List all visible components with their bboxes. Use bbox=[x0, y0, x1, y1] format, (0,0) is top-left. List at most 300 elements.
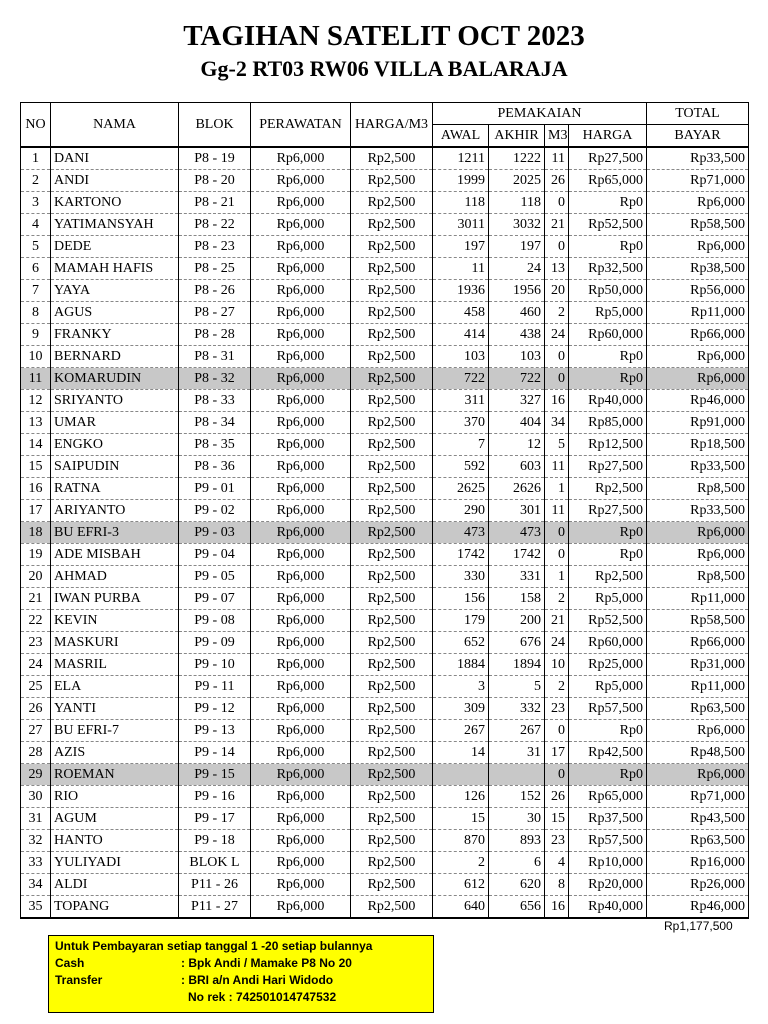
cell-blok: P9 - 10 bbox=[179, 654, 251, 676]
table-row bbox=[21, 522, 749, 544]
cell-nama: AGUM bbox=[51, 808, 179, 830]
cell-blok: P8 - 27 bbox=[179, 302, 251, 324]
cell-nama: ALDI bbox=[51, 874, 179, 896]
cell-awal: 197 bbox=[433, 236, 489, 258]
cell-harga: Rp25,000 bbox=[569, 654, 647, 676]
cell-total: Rp6,000 bbox=[647, 522, 749, 544]
cell-akhir: 30 bbox=[489, 808, 545, 830]
cell-harga: Rp52,500 bbox=[569, 610, 647, 632]
cell-total: Rp58,500 bbox=[647, 610, 749, 632]
cell-awal: 640 bbox=[433, 896, 489, 919]
cell-blok: P9 - 02 bbox=[179, 500, 251, 522]
transfer-label: Transfer bbox=[55, 973, 103, 987]
cell-total: Rp43,500 bbox=[647, 808, 749, 830]
table-row bbox=[21, 808, 749, 830]
cell-perawatan: Rp6,000 bbox=[251, 874, 351, 896]
cell-awal: 290 bbox=[433, 500, 489, 522]
cell-awal: 1742 bbox=[433, 544, 489, 566]
cell-harga: Rp57,500 bbox=[569, 830, 647, 852]
cell-akhir: 603 bbox=[489, 456, 545, 478]
cell-total: Rp6,000 bbox=[647, 544, 749, 566]
cell-akhir: 152 bbox=[489, 786, 545, 808]
cell-m3: 0 bbox=[545, 764, 569, 786]
cell-akhir bbox=[489, 764, 545, 786]
cell-nama: ROEMAN bbox=[51, 764, 179, 786]
header-blok: BLOK bbox=[179, 103, 251, 148]
payment-note bbox=[48, 935, 434, 1013]
cell-m3: 2 bbox=[545, 588, 569, 610]
header-harga-m3: HARGA/M3 bbox=[351, 103, 433, 148]
cell-total: Rp31,000 bbox=[647, 654, 749, 676]
cell-nama: HANTO bbox=[51, 830, 179, 852]
cell-harga-m3: Rp2,500 bbox=[351, 390, 433, 412]
cell-m3: 23 bbox=[545, 698, 569, 720]
cell-blok: P8 - 25 bbox=[179, 258, 251, 280]
cell-m3: 0 bbox=[545, 720, 569, 742]
table-row bbox=[21, 720, 749, 742]
cell-harga: Rp85,000 bbox=[569, 412, 647, 434]
cell-harga-m3: Rp2,500 bbox=[351, 346, 433, 368]
page-title: TAGIHAN SATELIT OCT 2023 bbox=[183, 20, 585, 52]
cell-no: 20 bbox=[21, 566, 51, 588]
cell-total: Rp33,500 bbox=[647, 500, 749, 522]
cell-blok: P9 - 03 bbox=[179, 522, 251, 544]
cell-perawatan: Rp6,000 bbox=[251, 588, 351, 610]
cell-perawatan: Rp6,000 bbox=[251, 434, 351, 456]
table-row bbox=[21, 456, 749, 478]
cell-harga: Rp60,000 bbox=[569, 632, 647, 654]
cell-awal: 722 bbox=[433, 368, 489, 390]
cell-nama: YATIMANSYAH bbox=[51, 214, 179, 236]
cell-perawatan: Rp6,000 bbox=[251, 390, 351, 412]
cell-harga-m3: Rp2,500 bbox=[351, 170, 433, 192]
cell-perawatan: Rp6,000 bbox=[251, 192, 351, 214]
cell-no: 7 bbox=[21, 280, 51, 302]
header-awal: AWAL bbox=[433, 125, 489, 148]
table-row bbox=[21, 280, 749, 302]
header-nama: NAMA bbox=[51, 103, 179, 148]
table-row bbox=[21, 147, 749, 170]
cell-total: Rp18,500 bbox=[647, 434, 749, 456]
cell-akhir: 200 bbox=[489, 610, 545, 632]
cell-m3: 26 bbox=[545, 170, 569, 192]
cell-nama: ENGKO bbox=[51, 434, 179, 456]
cell-awal: 652 bbox=[433, 632, 489, 654]
cell-nama: UMAR bbox=[51, 412, 179, 434]
cell-m3: 0 bbox=[545, 192, 569, 214]
cell-blok: P8 - 21 bbox=[179, 192, 251, 214]
cell-m3: 2 bbox=[545, 302, 569, 324]
cell-perawatan: Rp6,000 bbox=[251, 544, 351, 566]
cell-total: Rp33,500 bbox=[647, 456, 749, 478]
cell-nama: AGUS bbox=[51, 302, 179, 324]
cell-harga: Rp27,500 bbox=[569, 500, 647, 522]
cell-blok: P9 - 13 bbox=[179, 720, 251, 742]
cell-perawatan: Rp6,000 bbox=[251, 478, 351, 500]
table-row bbox=[21, 368, 749, 390]
cell-awal: 870 bbox=[433, 830, 489, 852]
cell-nama: AZIS bbox=[51, 742, 179, 764]
cell-awal: 311 bbox=[433, 390, 489, 412]
cell-harga: Rp65,000 bbox=[569, 786, 647, 808]
cell-no: 11 bbox=[21, 368, 51, 390]
cell-nama: MAMAH HAFIS bbox=[51, 258, 179, 280]
cell-harga: Rp57,500 bbox=[569, 698, 647, 720]
cell-total: Rp63,500 bbox=[647, 830, 749, 852]
cell-awal: 103 bbox=[433, 346, 489, 368]
cell-harga-m3: Rp2,500 bbox=[351, 742, 433, 764]
cell-perawatan: Rp6,000 bbox=[251, 808, 351, 830]
cell-harga: Rp42,500 bbox=[569, 742, 647, 764]
cell-total: Rp6,000 bbox=[647, 236, 749, 258]
cell-perawatan: Rp6,000 bbox=[251, 654, 351, 676]
cell-total: Rp11,000 bbox=[647, 588, 749, 610]
cell-perawatan: Rp6,000 bbox=[251, 456, 351, 478]
cell-harga-m3: Rp2,500 bbox=[351, 214, 433, 236]
header-pemakaian: PEMAKAIAN bbox=[433, 103, 647, 125]
cell-blok: P8 - 35 bbox=[179, 434, 251, 456]
cell-no: 25 bbox=[21, 676, 51, 698]
cell-akhir: 6 bbox=[489, 852, 545, 874]
cell-harga: Rp27,500 bbox=[569, 456, 647, 478]
table-row bbox=[21, 896, 749, 919]
cell-harga: Rp32,500 bbox=[569, 258, 647, 280]
cell-harga: Rp5,000 bbox=[569, 676, 647, 698]
cell-harga: Rp50,000 bbox=[569, 280, 647, 302]
table-row bbox=[21, 434, 749, 456]
cell-total: Rp46,000 bbox=[647, 390, 749, 412]
cell-perawatan: Rp6,000 bbox=[251, 742, 351, 764]
cell-blok: P9 - 11 bbox=[179, 676, 251, 698]
cell-perawatan: Rp6,000 bbox=[251, 852, 351, 874]
cell-total: Rp6,000 bbox=[647, 764, 749, 786]
cell-akhir: 438 bbox=[489, 324, 545, 346]
cell-no: 1 bbox=[21, 147, 51, 170]
cell-harga-m3: Rp2,500 bbox=[351, 522, 433, 544]
cell-total: Rp8,500 bbox=[647, 478, 749, 500]
cell-harga: Rp20,000 bbox=[569, 874, 647, 896]
table-header bbox=[21, 103, 749, 148]
cell-perawatan: Rp6,000 bbox=[251, 170, 351, 192]
cell-m3: 0 bbox=[545, 346, 569, 368]
cell-harga-m3: Rp2,500 bbox=[351, 368, 433, 390]
cell-harga: Rp0 bbox=[569, 522, 647, 544]
cell-awal: 15 bbox=[433, 808, 489, 830]
cell-total: Rp33,500 bbox=[647, 147, 749, 170]
cell-awal: 612 bbox=[433, 874, 489, 896]
cell-no: 27 bbox=[21, 720, 51, 742]
cell-blok: P8 - 26 bbox=[179, 280, 251, 302]
cell-harga-m3: Rp2,500 bbox=[351, 258, 433, 280]
cell-harga-m3: Rp2,500 bbox=[351, 412, 433, 434]
cell-harga: Rp2,500 bbox=[569, 478, 647, 500]
cell-harga: Rp27,500 bbox=[569, 147, 647, 170]
cell-awal: 7 bbox=[433, 434, 489, 456]
cell-m3: 11 bbox=[545, 500, 569, 522]
cell-nama: KEVIN bbox=[51, 610, 179, 632]
cell-harga-m3: Rp2,500 bbox=[351, 896, 433, 919]
cell-m3: 16 bbox=[545, 390, 569, 412]
cell-total: Rp11,000 bbox=[647, 302, 749, 324]
cell-blok: P9 - 09 bbox=[179, 632, 251, 654]
cell-nama: RATNA bbox=[51, 478, 179, 500]
cell-akhir: 1894 bbox=[489, 654, 545, 676]
cell-blok: P8 - 19 bbox=[179, 147, 251, 170]
cell-awal: 3011 bbox=[433, 214, 489, 236]
cell-harga: Rp40,000 bbox=[569, 390, 647, 412]
cell-akhir: 158 bbox=[489, 588, 545, 610]
cell-blok: P9 - 16 bbox=[179, 786, 251, 808]
header-harga: HARGA bbox=[569, 125, 647, 148]
cell-akhir: 103 bbox=[489, 346, 545, 368]
cell-harga-m3: Rp2,500 bbox=[351, 610, 433, 632]
cell-harga-m3: Rp2,500 bbox=[351, 808, 433, 830]
cell-harga-m3: Rp2,500 bbox=[351, 566, 433, 588]
cell-harga-m3: Rp2,500 bbox=[351, 786, 433, 808]
cell-perawatan: Rp6,000 bbox=[251, 698, 351, 720]
cell-awal: 370 bbox=[433, 412, 489, 434]
cell-perawatan: Rp6,000 bbox=[251, 632, 351, 654]
cell-nama: KARTONO bbox=[51, 192, 179, 214]
cell-blok: P11 - 26 bbox=[179, 874, 251, 896]
cell-harga-m3: Rp2,500 bbox=[351, 236, 433, 258]
payment-schedule: Untuk Pembayaran setiap tanggal 1 -20 setiap bulannya bbox=[55, 939, 373, 953]
cell-blok: P8 - 36 bbox=[179, 456, 251, 478]
cell-nama: SAIPUDIN bbox=[51, 456, 179, 478]
cell-perawatan: Rp6,000 bbox=[251, 147, 351, 170]
cell-no: 15 bbox=[21, 456, 51, 478]
cell-harga-m3: Rp2,500 bbox=[351, 632, 433, 654]
cell-nama: TOPANG bbox=[51, 896, 179, 919]
cell-nama: AHMAD bbox=[51, 566, 179, 588]
cell-no: 17 bbox=[21, 500, 51, 522]
cell-m3: 21 bbox=[545, 214, 569, 236]
cell-no: 33 bbox=[21, 852, 51, 874]
transfer-value: : BRI a/n Andi Hari Widodo bbox=[181, 973, 334, 987]
cell-harga: Rp0 bbox=[569, 346, 647, 368]
cell-no: 6 bbox=[21, 258, 51, 280]
cell-awal: 179 bbox=[433, 610, 489, 632]
cell-awal: 2 bbox=[433, 852, 489, 874]
cell-akhir: 2626 bbox=[489, 478, 545, 500]
cell-awal: 1884 bbox=[433, 654, 489, 676]
cell-nama: BU EFRI-3 bbox=[51, 522, 179, 544]
cell-akhir: 460 bbox=[489, 302, 545, 324]
cell-nama: DEDE bbox=[51, 236, 179, 258]
cell-akhir: 473 bbox=[489, 522, 545, 544]
cell-awal: 14 bbox=[433, 742, 489, 764]
cell-harga-m3: Rp2,500 bbox=[351, 544, 433, 566]
header-m3: M3 bbox=[545, 125, 569, 148]
table-row bbox=[21, 346, 749, 368]
cell-blok: P8 - 31 bbox=[179, 346, 251, 368]
cell-m3: 13 bbox=[545, 258, 569, 280]
cell-perawatan: Rp6,000 bbox=[251, 346, 351, 368]
cell-no: 5 bbox=[21, 236, 51, 258]
cell-total: Rp6,000 bbox=[647, 346, 749, 368]
cell-m3: 24 bbox=[545, 324, 569, 346]
cell-harga-m3: Rp2,500 bbox=[351, 676, 433, 698]
table-row bbox=[21, 192, 749, 214]
cell-m3: 1 bbox=[545, 478, 569, 500]
cell-akhir: 12 bbox=[489, 434, 545, 456]
cell-akhir: 676 bbox=[489, 632, 545, 654]
cell-m3: 0 bbox=[545, 236, 569, 258]
table-row bbox=[21, 566, 749, 588]
cell-nama: SRIYANTO bbox=[51, 390, 179, 412]
cell-harga-m3: Rp2,500 bbox=[351, 654, 433, 676]
cell-blok: P9 - 14 bbox=[179, 742, 251, 764]
cell-m3: 11 bbox=[545, 147, 569, 170]
cell-akhir: 722 bbox=[489, 368, 545, 390]
cell-awal: 458 bbox=[433, 302, 489, 324]
cell-blok: P9 - 07 bbox=[179, 588, 251, 610]
table-row bbox=[21, 852, 749, 874]
cell-harga-m3: Rp2,500 bbox=[351, 324, 433, 346]
cell-blok: P9 - 01 bbox=[179, 478, 251, 500]
cell-blok: P9 - 17 bbox=[179, 808, 251, 830]
table-row bbox=[21, 478, 749, 500]
cell-no: 8 bbox=[21, 302, 51, 324]
table-row bbox=[21, 500, 749, 522]
cell-blok: BLOK L bbox=[179, 852, 251, 874]
cell-total: Rp63,500 bbox=[647, 698, 749, 720]
header-total: TOTAL bbox=[647, 103, 749, 125]
cell-perawatan: Rp6,000 bbox=[251, 258, 351, 280]
cell-harga: Rp0 bbox=[569, 236, 647, 258]
cell-m3: 11 bbox=[545, 456, 569, 478]
cell-total: Rp6,000 bbox=[647, 192, 749, 214]
table-row bbox=[21, 786, 749, 808]
cell-m3: 26 bbox=[545, 786, 569, 808]
cell-no: 30 bbox=[21, 786, 51, 808]
cell-perawatan: Rp6,000 bbox=[251, 214, 351, 236]
cell-akhir: 267 bbox=[489, 720, 545, 742]
cell-perawatan: Rp6,000 bbox=[251, 280, 351, 302]
cell-harga: Rp52,500 bbox=[569, 214, 647, 236]
cell-nama: FRANKY bbox=[51, 324, 179, 346]
cell-akhir: 2025 bbox=[489, 170, 545, 192]
cell-harga: Rp0 bbox=[569, 764, 647, 786]
cell-akhir: 332 bbox=[489, 698, 545, 720]
table-row bbox=[21, 258, 749, 280]
account-number: No rek : 742501014747532 bbox=[188, 990, 337, 1004]
cell-harga-m3: Rp2,500 bbox=[351, 302, 433, 324]
cell-nama: ANDI bbox=[51, 170, 179, 192]
grand-total: Rp1,177,500 bbox=[664, 919, 733, 933]
cell-harga: Rp10,000 bbox=[569, 852, 647, 874]
cell-perawatan: Rp6,000 bbox=[251, 236, 351, 258]
cell-harga: Rp0 bbox=[569, 368, 647, 390]
cell-no: 21 bbox=[21, 588, 51, 610]
cell-total: Rp16,000 bbox=[647, 852, 749, 874]
cell-no: 26 bbox=[21, 698, 51, 720]
cell-harga-m3: Rp2,500 bbox=[351, 192, 433, 214]
page-subtitle: Gg-2 RT03 RW06 VILLA BALARAJA bbox=[200, 56, 568, 81]
cell-awal: 1936 bbox=[433, 280, 489, 302]
cell-nama: DANI bbox=[51, 147, 179, 170]
cell-no: 16 bbox=[21, 478, 51, 500]
cell-perawatan: Rp6,000 bbox=[251, 522, 351, 544]
table-row bbox=[21, 390, 749, 412]
cell-m3: 2 bbox=[545, 676, 569, 698]
table-row bbox=[21, 654, 749, 676]
cell-no: 34 bbox=[21, 874, 51, 896]
table-row bbox=[21, 302, 749, 324]
cell-awal: 309 bbox=[433, 698, 489, 720]
billing-table bbox=[20, 102, 749, 919]
cell-awal: 11 bbox=[433, 258, 489, 280]
cell-perawatan: Rp6,000 bbox=[251, 830, 351, 852]
cell-perawatan: Rp6,000 bbox=[251, 566, 351, 588]
cell-akhir: 327 bbox=[489, 390, 545, 412]
cell-perawatan: Rp6,000 bbox=[251, 302, 351, 324]
cell-total: Rp11,000 bbox=[647, 676, 749, 698]
cell-harga-m3: Rp2,500 bbox=[351, 280, 433, 302]
cell-akhir: 656 bbox=[489, 896, 545, 919]
cell-nama: MASKURI bbox=[51, 632, 179, 654]
cell-awal bbox=[433, 764, 489, 786]
cell-no: 4 bbox=[21, 214, 51, 236]
cell-blok: P9 - 12 bbox=[179, 698, 251, 720]
cell-blok: P9 - 08 bbox=[179, 610, 251, 632]
cell-m3: 34 bbox=[545, 412, 569, 434]
cell-m3: 23 bbox=[545, 830, 569, 852]
cell-perawatan: Rp6,000 bbox=[251, 412, 351, 434]
cell-akhir: 31 bbox=[489, 742, 545, 764]
cell-perawatan: Rp6,000 bbox=[251, 896, 351, 919]
cell-akhir: 331 bbox=[489, 566, 545, 588]
cell-akhir: 620 bbox=[489, 874, 545, 896]
table-body bbox=[21, 147, 749, 918]
cell-awal: 1211 bbox=[433, 147, 489, 170]
cell-nama: YANTI bbox=[51, 698, 179, 720]
cell-harga-m3: Rp2,500 bbox=[351, 720, 433, 742]
cell-no: 9 bbox=[21, 324, 51, 346]
cell-no: 14 bbox=[21, 434, 51, 456]
cell-no: 3 bbox=[21, 192, 51, 214]
cell-harga: Rp0 bbox=[569, 720, 647, 742]
cell-total: Rp71,000 bbox=[647, 170, 749, 192]
cell-harga-m3: Rp2,500 bbox=[351, 456, 433, 478]
cell-nama: RIO bbox=[51, 786, 179, 808]
cell-blok: P11 - 27 bbox=[179, 896, 251, 919]
cell-harga: Rp5,000 bbox=[569, 302, 647, 324]
cell-m3: 1 bbox=[545, 566, 569, 588]
cell-nama: BU EFRI-7 bbox=[51, 720, 179, 742]
cell-awal: 156 bbox=[433, 588, 489, 610]
cell-awal: 330 bbox=[433, 566, 489, 588]
cell-harga-m3: Rp2,500 bbox=[351, 478, 433, 500]
cell-perawatan: Rp6,000 bbox=[251, 324, 351, 346]
cell-harga-m3: Rp2,500 bbox=[351, 830, 433, 852]
table-row bbox=[21, 830, 749, 852]
cell-nama: YAYA bbox=[51, 280, 179, 302]
cell-akhir: 1956 bbox=[489, 280, 545, 302]
cell-akhir: 118 bbox=[489, 192, 545, 214]
cell-total: Rp56,000 bbox=[647, 280, 749, 302]
cell-awal: 592 bbox=[433, 456, 489, 478]
cell-m3: 0 bbox=[545, 544, 569, 566]
cell-no: 29 bbox=[21, 764, 51, 786]
cell-harga: Rp60,000 bbox=[569, 324, 647, 346]
cell-awal: 1999 bbox=[433, 170, 489, 192]
cell-total: Rp71,000 bbox=[647, 786, 749, 808]
cell-akhir: 5 bbox=[489, 676, 545, 698]
cell-akhir: 3032 bbox=[489, 214, 545, 236]
cell-no: 22 bbox=[21, 610, 51, 632]
cell-perawatan: Rp6,000 bbox=[251, 676, 351, 698]
